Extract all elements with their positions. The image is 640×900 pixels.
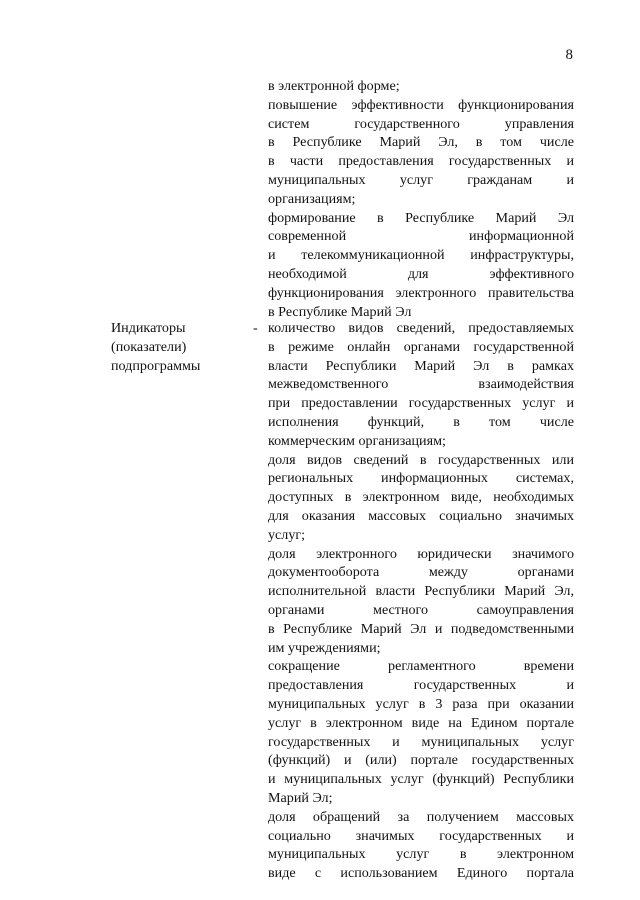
indicator-text-line: исполнительной власти Республики Марий Эл,	[268, 583, 574, 600]
indicator-text-line: услуг в электронном виде на Едином портале	[268, 714, 574, 731]
indicator-text-line: и муниципальных услуг (функций) Республики	[268, 771, 574, 788]
text-line: в части предоставления государственных и	[268, 153, 574, 170]
indicator-text-line: при предоставлении государственных услуг и	[268, 395, 574, 412]
indicator-text-line: государственных и муниципальных услуг	[268, 733, 574, 750]
indicator-text-line: виде с использованием Единого портала	[268, 865, 574, 882]
text-line: систем государственного управления	[268, 115, 574, 132]
indicators-label-line: подпрограммы	[111, 357, 201, 374]
page-number: 8	[565, 47, 573, 63]
text-line: современной информационной	[268, 228, 574, 245]
list-dash: -	[253, 320, 258, 336]
indicators-label-line: Индикаторы	[111, 320, 186, 336]
indicator-text-line: Марий Эл;	[268, 789, 333, 806]
indicator-text-line: власти Республики Марий Эл в рамках	[268, 357, 574, 374]
indicator-text-line: исполнения функций, в том числе	[268, 413, 574, 430]
text-line: в Республике Марий Эл, в том числе	[268, 134, 574, 151]
indicator-text-line: количество видов сведений, предоставляемых	[268, 320, 574, 336]
text-line: функционирования электронного правительства	[268, 284, 574, 301]
text-line: в Республике Марий Эл	[268, 303, 412, 320]
indicator-text-line: доля видов сведений в государственных или	[268, 451, 574, 468]
indicator-text-line: для оказания массовых социально значимых	[268, 507, 574, 524]
text-line: в электронной форме;	[268, 78, 400, 94]
text-line: повышение эффективности функционирования	[268, 96, 574, 113]
text-line: формирование в Республике Марий Эл	[268, 209, 574, 226]
indicators-label	[111, 319, 200, 375]
indicators-text-block	[268, 319, 574, 883]
indicator-text-line: органами местного самоуправления	[268, 601, 574, 618]
indicator-text-line: муниципальных услуг в электронном	[268, 846, 574, 863]
text-line: организациям;	[268, 190, 356, 207]
indicator-text-line: коммерческим организациям;	[268, 432, 446, 449]
text-line: необходимой для эффективного	[268, 265, 574, 282]
indicator-text-line: социально значимых государственных и	[268, 827, 574, 844]
indicator-text-line: муниципальных услуг в 3 раза при оказании	[268, 695, 574, 712]
indicator-text-line: региональных информационных системах,	[268, 470, 574, 487]
indicator-text-line: доля электронного юридически значимого	[268, 545, 574, 562]
indicators-label-line: (показатели)	[111, 338, 187, 355]
continuation-text-block	[268, 77, 574, 321]
indicator-text-line: сокращение регламентного времени	[268, 658, 574, 675]
indicator-text-line: доступных в электронном виде, необходимых	[268, 489, 574, 506]
indicator-text-line: предоставления государственных и	[268, 677, 574, 694]
indicator-text-line: в режиме онлайн органами государственной	[268, 338, 574, 355]
indicator-text-line: услуг;	[268, 526, 306, 543]
text-line: муниципальных услуг гражданам и	[268, 171, 574, 188]
indicator-text-line: им учреждениями;	[268, 639, 381, 656]
indicator-text-line: документооборота между органами	[268, 564, 574, 581]
indicator-text-line: в Республике Марий Эл и подведомственными	[268, 620, 574, 637]
indicator-text-line: доля обращений за получением массовых	[268, 808, 574, 825]
text-line: и телекоммуникационной инфраструктуры,	[268, 247, 574, 264]
indicator-text-line: межведомственного взаимодействия	[268, 376, 574, 393]
indicator-text-line: (функций) и (или) портале государственных	[268, 752, 574, 769]
